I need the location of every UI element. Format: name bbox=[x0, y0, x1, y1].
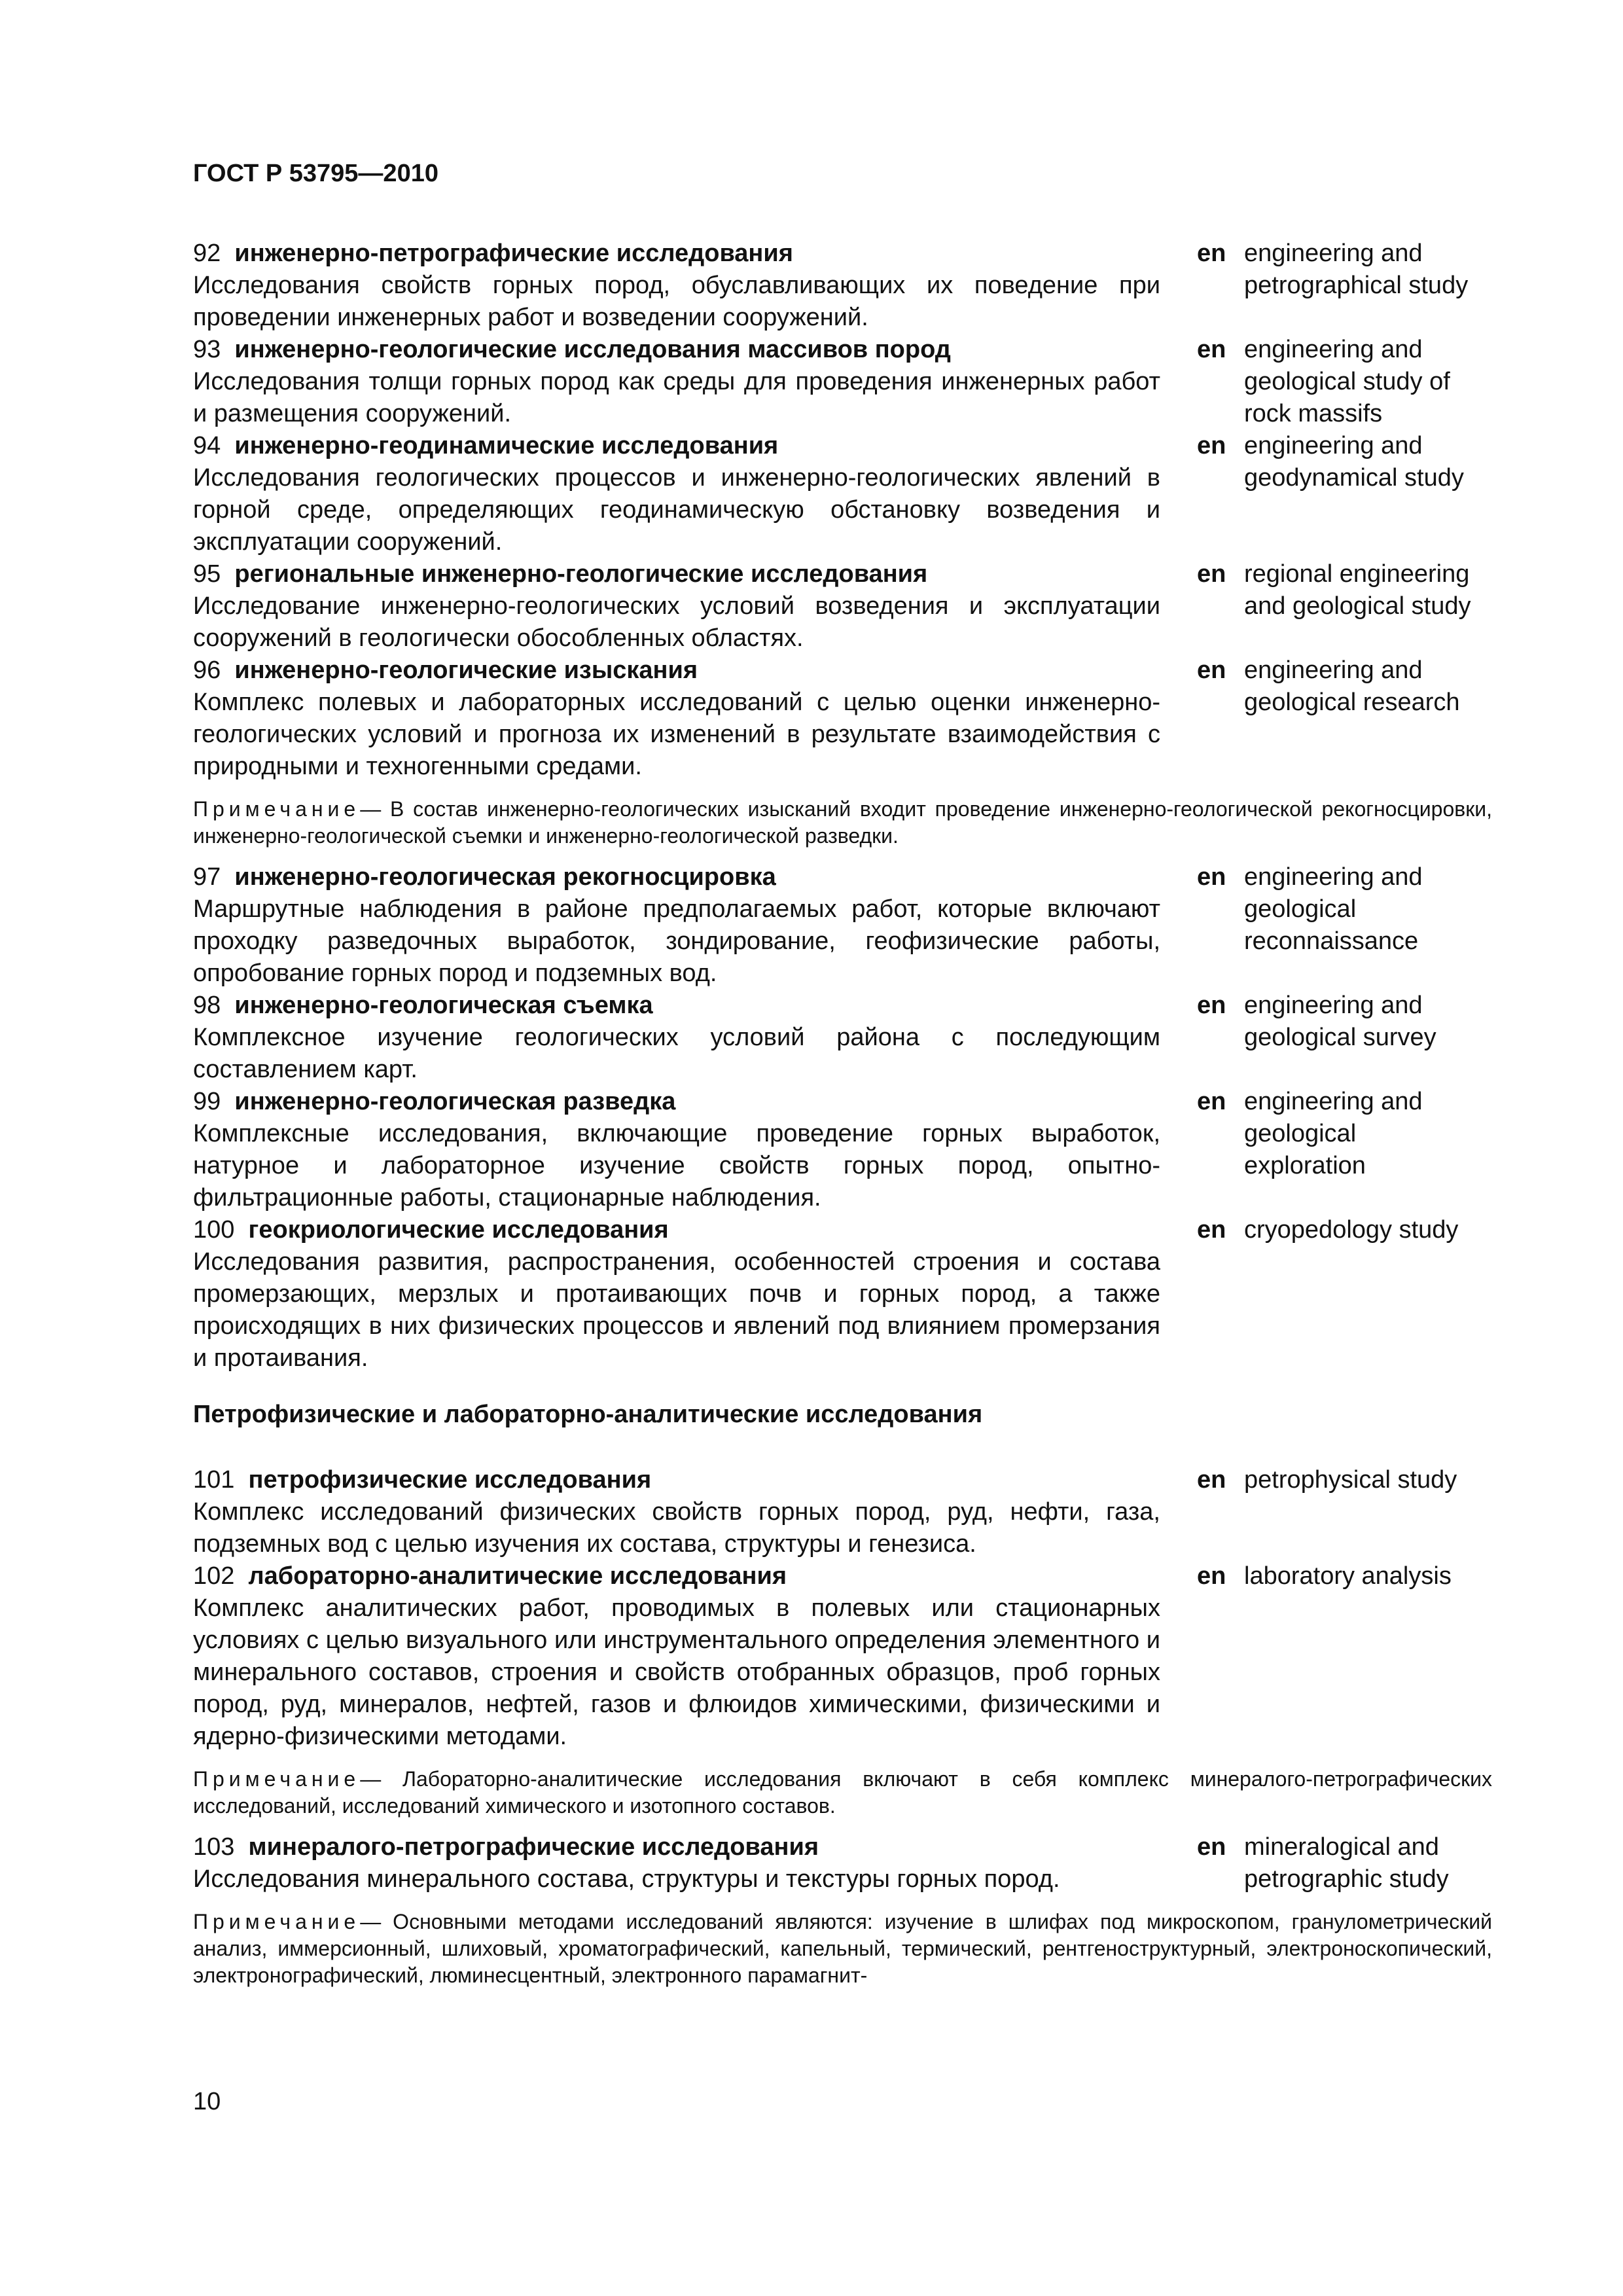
term-definition: Исследования развития, распространения, особенностей строения и состава промерзающих, мерзлых и протаивающих почв и горных пород, а также происходящих в них физических процессов и явлений под влиянием промерзания и протаивания. bbox=[193, 1248, 1160, 1372]
en-language-tag: en bbox=[1197, 1216, 1226, 1244]
term-definition: Комплекс исследований физических свойств горных пород, руд, нефти, газа, подземных вод с целью изучения их состава, структуры и генезиса. bbox=[193, 1498, 1160, 1558]
term-definition: Комплекс полевых и лабораторных исследований с целью оценки инженерно-геологических условий и прогноза их изменений в результате взаимодействия с природными и техногенными средами. bbox=[193, 689, 1160, 780]
english-term: laboratory analysis bbox=[1244, 1562, 1452, 1590]
term-entry bbox=[193, 1464, 1492, 1560]
note-text: — Лабораторно-аналитические исследования включают в себя комплекс минералого-петрографических исследований, исследований химического и изотопного составов. bbox=[193, 1767, 1492, 1818]
term-line bbox=[193, 1086, 1160, 1118]
term-entry bbox=[193, 1831, 1492, 1895]
term-entry bbox=[193, 990, 1492, 1086]
term-entry bbox=[193, 1086, 1492, 1214]
english-term: mineralogical and petrographic study bbox=[1244, 1833, 1449, 1893]
term-number: 95 bbox=[193, 560, 221, 588]
term-entry bbox=[193, 334, 1492, 430]
note-text: — В состав инженерно-геологических изысканий входит проведение инженерно-геологической рекогносцировки, инженерно-геологической съемки и инженерно-геологической разведки. bbox=[193, 797, 1492, 848]
term-number: 93 bbox=[193, 336, 221, 363]
en-language-tag: en bbox=[1197, 336, 1226, 363]
term-number: 103 bbox=[193, 1833, 235, 1861]
term-definition: Исследования свойств горных пород, обуславливающих их поведение при проведении инженерных работ и возведении сооружений. bbox=[193, 272, 1160, 331]
entry-body bbox=[193, 1086, 1160, 1214]
english-equivalent bbox=[1197, 334, 1492, 430]
note-label: Примечание bbox=[193, 1767, 361, 1791]
english-equivalent bbox=[1197, 1831, 1492, 1895]
term-name: инженерно-петрографические исследования bbox=[234, 240, 793, 267]
term-definition: Исследования минерального состава, структуры и текстуры горных пород. bbox=[193, 1865, 1060, 1893]
english-equivalent bbox=[1197, 238, 1492, 302]
english-term: engineering and petrographical study bbox=[1244, 240, 1469, 299]
term-name: инженерно-геологические изыскания bbox=[234, 656, 698, 684]
english-term: engineering and geological survey bbox=[1244, 992, 1436, 1051]
en-language-tag: en bbox=[1197, 1466, 1226, 1494]
document-header: ГОСТ Р 53795—2010 bbox=[193, 160, 438, 187]
term-entry bbox=[193, 655, 1492, 783]
term-definition: Комплексные исследования, включающие проведение горных выработок, натурное и лабораторное изучение свойств горных пород, опытно-фильтрационные работы, стационарные наблюдения. bbox=[193, 1120, 1160, 1211]
entry-body bbox=[193, 558, 1160, 655]
term-name: петрофизические исследования bbox=[248, 1466, 652, 1494]
term-name: инженерно-геологическая рекогносцировка bbox=[234, 863, 776, 891]
term-line bbox=[193, 1214, 1160, 1246]
english-term: regional engineering and geological study bbox=[1244, 560, 1471, 620]
entry-body bbox=[193, 655, 1160, 783]
term-entry bbox=[193, 1214, 1492, 1374]
term-entry bbox=[193, 430, 1492, 558]
term-definition: Маршрутные наблюдения в районе предполагаемых работ, которые включают проходку разведочных выработок, зондирование, геофизические работы, опробование горных пород и подземных вод. bbox=[193, 895, 1160, 987]
english-equivalent bbox=[1197, 990, 1492, 1054]
term-number: 97 bbox=[193, 863, 221, 891]
term-line bbox=[193, 990, 1160, 1022]
english-term: engineering and geological study of rock massifs bbox=[1244, 336, 1450, 427]
english-term: engineering and geological exploration bbox=[1244, 1088, 1423, 1179]
term-name: инженерно-геологическая разведка bbox=[234, 1088, 676, 1115]
term-definition: Комплекс аналитических работ, проводимых в полевых или стационарных условиях с целью визуального или инструментального определения элементного и минерального составов, строения и свойств отобранных образцов, проб горных пород, руд, минералов, нефтей, газов и флюидов химическими, физическими и ядерно-физическими методами. bbox=[193, 1594, 1160, 1750]
term-number: 94 bbox=[193, 432, 221, 459]
entry-body bbox=[193, 1464, 1160, 1560]
entry-body bbox=[193, 1560, 1160, 1753]
note-label: Примечание bbox=[193, 797, 361, 821]
english-term: petrophysical study bbox=[1244, 1466, 1457, 1494]
english-equivalent bbox=[1197, 1560, 1492, 1592]
term-line bbox=[193, 861, 1160, 893]
term-number: 100 bbox=[193, 1216, 235, 1244]
term-number: 99 bbox=[193, 1088, 221, 1115]
term-name: геокриологические исследования bbox=[248, 1216, 669, 1244]
term-definition: Исследования толщи горных пород как среды для проведения инженерных работ и размещения сооружений. bbox=[193, 368, 1160, 427]
term-number: 96 bbox=[193, 656, 221, 684]
entry-body bbox=[193, 861, 1160, 990]
term-note bbox=[193, 1766, 1492, 1820]
term-name: региональные инженерно-геологические исследования bbox=[234, 560, 928, 588]
english-term: cryopedology study bbox=[1244, 1216, 1459, 1244]
note-label: Примечание bbox=[193, 1910, 361, 1933]
entries-list bbox=[193, 238, 1492, 2001]
entries-group-2 bbox=[193, 1464, 1492, 1989]
term-line bbox=[193, 558, 1160, 590]
english-equivalent bbox=[1197, 1464, 1492, 1496]
entry-body bbox=[193, 990, 1160, 1086]
term-definition: Исследование инженерно-геологических условий возведения и эксплуатации сооружений в геологически обособленных областях. bbox=[193, 592, 1160, 652]
term-line bbox=[193, 238, 1160, 270]
term-entry bbox=[193, 861, 1492, 990]
term-line bbox=[193, 1831, 1160, 1863]
term-number: 98 bbox=[193, 992, 221, 1019]
en-language-tag: en bbox=[1197, 432, 1226, 459]
english-equivalent bbox=[1197, 1214, 1492, 1246]
en-language-tag: en bbox=[1197, 560, 1226, 588]
term-name: инженерно-геологические исследования массивов пород bbox=[234, 336, 951, 363]
term-name: инженерно-геологическая съемка bbox=[234, 992, 653, 1019]
en-language-tag: en bbox=[1197, 992, 1226, 1019]
term-number: 102 bbox=[193, 1562, 235, 1590]
entry-body bbox=[193, 1214, 1160, 1374]
entry-body bbox=[193, 1831, 1160, 1895]
note-text: — Основными методами исследований являются: изучение в шлифах под микроскопом, гранулометрический анализ, иммерсионный, шлиховый, хроматографический, капельный, термический, рентгеноструктурный, электроноскопический, электронографический, люминесцентный, электронного парамагнит- bbox=[193, 1910, 1492, 1987]
en-language-tag: en bbox=[1197, 656, 1226, 684]
english-term: engineering and geodynamical study bbox=[1244, 432, 1464, 492]
term-note bbox=[193, 796, 1492, 850]
en-language-tag: en bbox=[1197, 863, 1226, 891]
term-name: минералого-петрографические исследования bbox=[248, 1833, 819, 1861]
entry-body bbox=[193, 238, 1160, 334]
term-number: 101 bbox=[193, 1466, 235, 1494]
term-number: 92 bbox=[193, 240, 221, 267]
term-entry bbox=[193, 558, 1492, 655]
term-name: лабораторно-аналитические исследования bbox=[248, 1562, 787, 1590]
en-language-tag: en bbox=[1197, 1833, 1226, 1861]
term-line bbox=[193, 655, 1160, 687]
en-language-tag: en bbox=[1197, 1562, 1226, 1590]
term-name: инженерно-геодинамические исследования bbox=[234, 432, 779, 459]
term-note bbox=[193, 1909, 1492, 1989]
term-entry bbox=[193, 1560, 1492, 1753]
page-number: 10 bbox=[193, 2088, 221, 2115]
english-equivalent bbox=[1197, 861, 1492, 958]
english-term: engineering and geological research bbox=[1244, 656, 1460, 716]
term-definition: Исследования геологических процессов и инженерно-геологических явлений в горной среде, определяющих геодинамическую обстановку возведения и эксплуатации сооружений. bbox=[193, 464, 1160, 556]
term-line bbox=[193, 430, 1160, 462]
term-entry bbox=[193, 238, 1492, 334]
entry-body bbox=[193, 430, 1160, 558]
english-equivalent bbox=[1197, 655, 1492, 719]
english-equivalent bbox=[1197, 430, 1492, 494]
term-line bbox=[193, 1464, 1160, 1496]
entry-body bbox=[193, 334, 1160, 430]
term-line bbox=[193, 1560, 1160, 1592]
en-language-tag: en bbox=[1197, 240, 1226, 267]
en-language-tag: en bbox=[1197, 1088, 1226, 1115]
term-definition: Комплексное изучение геологических условий района с последующим составлением карт. bbox=[193, 1024, 1160, 1083]
entries-group-1 bbox=[193, 238, 1492, 1374]
term-line bbox=[193, 334, 1160, 366]
english-equivalent bbox=[1197, 558, 1492, 622]
english-equivalent bbox=[1197, 1086, 1492, 1182]
english-term: engineering and geological reconnaissance bbox=[1244, 863, 1423, 955]
section-heading: Петрофизические и лабораторно-аналитические исследования bbox=[193, 1401, 983, 1428]
